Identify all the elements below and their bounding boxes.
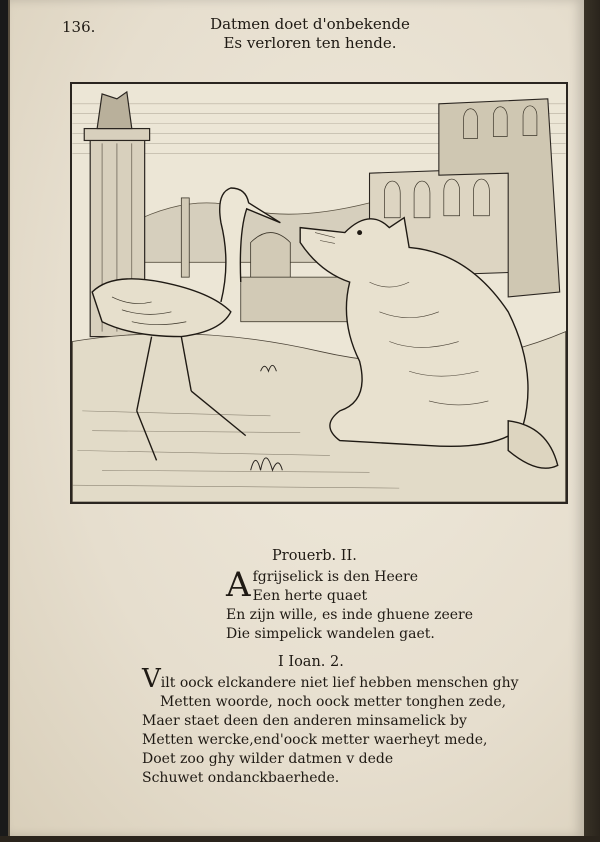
book-spine-edge — [582, 0, 600, 842]
john-line-5: Doet zoo ghy wilder datmen v dede — [142, 751, 394, 767]
john-line-1 — [142, 664, 519, 694]
john-verse — [142, 664, 519, 788]
engraving-illustration — [70, 82, 568, 504]
john-line-1-text: ilt oock elckandere niet lief hebben menschen ghy — [160, 675, 519, 691]
john-line-6: Schuwet ondanckbaerhede. — [142, 770, 340, 786]
proverb-line-2: Een herte quaet — [252, 588, 368, 604]
header-line-2: Es verloren ten hende. — [223, 34, 397, 52]
engraving-fox-and-stork-icon — [72, 84, 566, 502]
john-line-2: Metten woorde, noch oock metter tonghen zede, — [160, 694, 507, 710]
john-reference: I Ioan. 2. — [278, 654, 344, 670]
john-dropcap: V — [142, 664, 161, 694]
john-line-3: Maer staet deen den anderen minsamelick by — [142, 713, 467, 729]
proverb-line-1: fgrijselick is den Heere — [252, 569, 418, 585]
proverb-verse — [226, 565, 474, 644]
header-line-1: Datmen doet d'onbekende — [210, 15, 410, 33]
page-header — [160, 15, 460, 53]
john-line-4: Metten wercke,end'oock metter waerheyt mede, — [142, 732, 488, 748]
proverb-line-3: En zijn wille, es inde ghuene zeere — [226, 607, 474, 623]
proverb-dropcap: A — [226, 565, 251, 605]
proverb-reference: Prouerb. II. — [272, 548, 357, 564]
book-bottom-edge — [0, 836, 600, 842]
page-number: 136. — [62, 18, 96, 36]
proverb-line-4: Die simpelick wandelen gaet. — [226, 626, 435, 642]
